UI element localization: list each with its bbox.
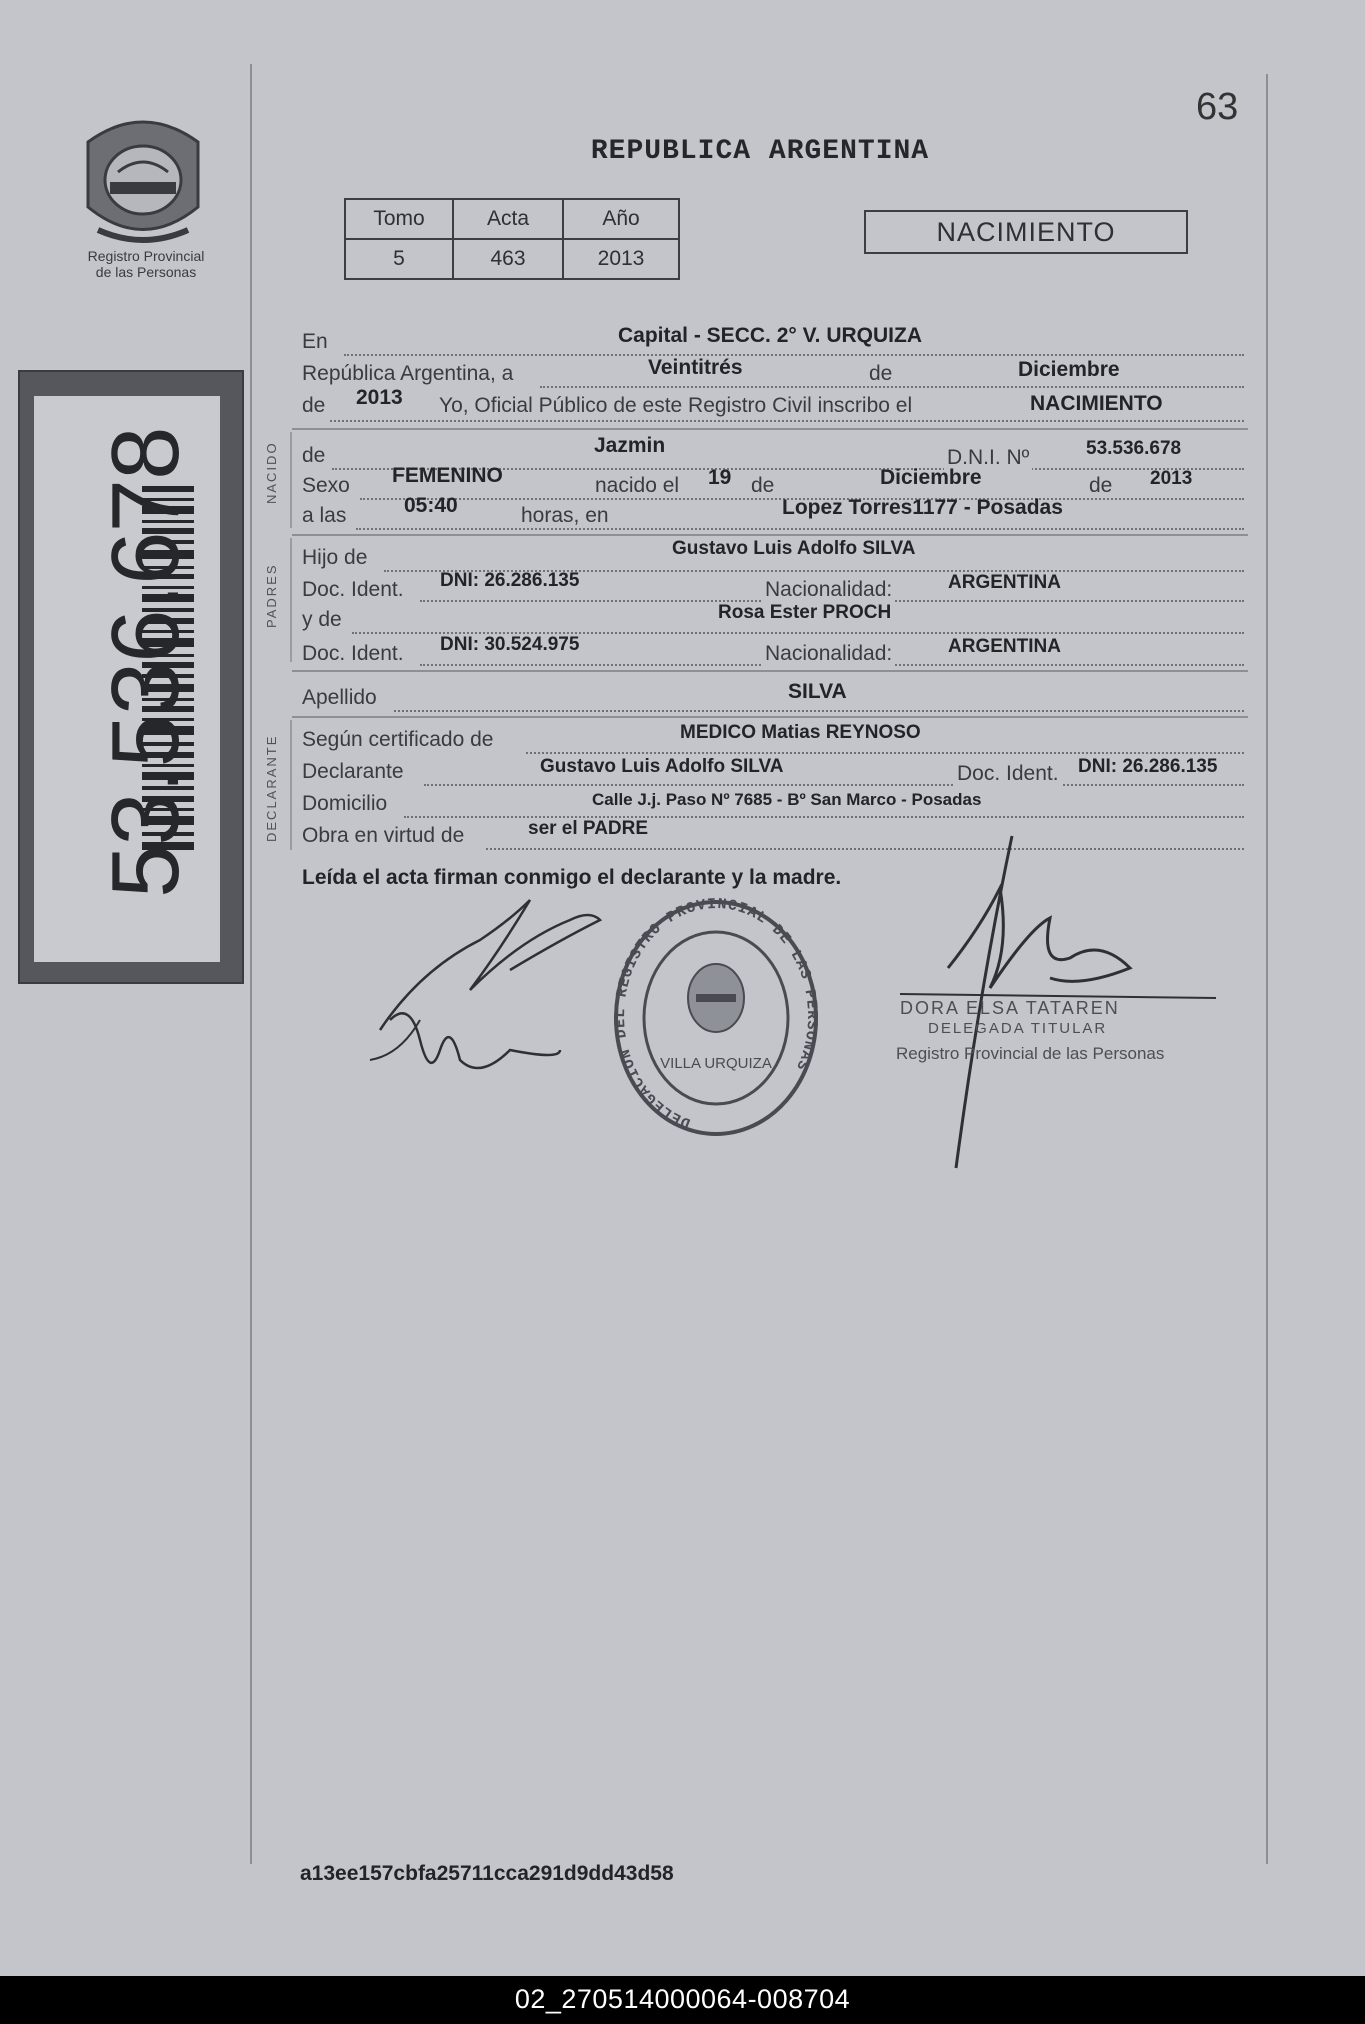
value-father-name: Gustavo Luis Adolfo SILVA [672,538,916,559]
ref-header-anio: Año [563,199,679,239]
label-certificado: Según certificado de [302,728,494,751]
registrar-office: Registro Provincial de las Personas [896,1044,1165,1063]
closing-statement: Leída el acta firman conmigo el declarante y la madre. [302,866,842,889]
reference-value-row [345,239,679,279]
right-margin-rule [1266,74,1268,1864]
declarant-signature [360,880,640,1100]
value-day-words: Veintitrés [648,356,743,379]
label-father-doc: Doc. Ident. [302,578,404,601]
side-label-nacido: NACIDO [264,441,279,504]
province-seal-logo [78,112,208,262]
value-year: 2013 [356,386,403,409]
record-type-box: NACIMIENTO [864,210,1188,254]
label-mother-doc: Doc. Ident. [302,642,404,665]
value-month: Diciembre [1018,358,1120,381]
stamp-emblem-icon [688,964,744,1032]
label-mother-nat: Nacionalidad: [762,642,895,666]
value-name: Jazmin [594,434,666,457]
label-apellido: Apellido [302,686,377,709]
label-obra: Obra en virtud de [302,824,465,847]
section-rule-nacido-top [292,428,1248,430]
value-birth-year: 2013 [1150,468,1193,489]
section-rule-declarante-top [292,716,1248,718]
barcode-bars [142,486,194,856]
label-en: En [302,330,328,353]
value-sexo: FEMENINO [392,464,503,487]
logo-caption-line-2: de las Personas [95,264,197,280]
label-republica: República Argentina, a [302,362,514,385]
ref-value-acta: 463 [453,239,563,279]
label-de-birth-year: de [1086,474,1115,498]
value-declarante: Gustavo Luis Adolfo SILVA [540,756,784,777]
value-birth-place: Lopez Torres1177 - Posadas [782,496,1063,519]
registry-stamp [610,898,822,1138]
value-domicilio: Calle J.j. Paso Nº 7685 - Bº San Marco - Posadas [592,790,982,809]
value-inscribo: NACIMIENTO [1030,392,1163,415]
logo-caption [66,248,226,280]
label-declarante: Declarante [302,760,404,783]
ref-header-tomo: Tomo [345,199,453,239]
value-declarante-doc: DNI: 26.286.135 [1078,756,1218,777]
label-dni: D.N.I. Nº [944,446,1032,470]
section-rule-apellido-top [292,670,1248,672]
label-de-name: de [302,444,326,467]
stamp-inner-text: VILLA URQUIZA [660,1055,772,1072]
label-declarante-doc: Doc. Ident. [954,762,1062,786]
value-birth-month: Diciembre [880,466,982,489]
label-a-las: a las [302,504,347,527]
value-certificado: MEDICO Matias REYNOSO [680,722,921,743]
value-apellido: SILVA [788,680,847,703]
label-y-de: y de [302,608,342,631]
side-label-declarante: DECLARANTE [264,734,279,842]
footer-id: 02_270514000064-008704 [514,1984,851,2014]
value-mother-nat: ARGENTINA [948,636,1061,657]
reference-header-row [345,199,679,239]
declarante-bar [290,720,292,850]
label-nacido-el: nacido el [592,474,682,498]
value-mother-doc: DNI: 30.524.975 [440,634,580,655]
logo-caption-line-1: Registro Provincial [87,248,205,264]
nacido-bar [290,432,292,528]
value-father-nat: ARGENTINA [948,572,1061,593]
value-en: Capital - SECC. 2° V. URQUIZA [618,324,923,347]
value-obra: ser el PADRE [528,818,649,839]
label-domicilio: Domicilio [302,792,388,815]
value-birth-time: 05:40 [404,494,458,517]
left-margin-rule [250,64,252,1864]
text-oficial: Yo, Oficial Público de este Registro Civil inscribo el [436,394,915,418]
padres-bar [290,538,292,662]
page-number: 63 [1196,86,1239,128]
value-father-doc: DNI: 26.286.135 [440,570,580,591]
label-de-month: de [866,362,895,386]
value-mother-name: Rosa Ester PROCH [718,602,892,623]
reference-table [344,198,680,280]
label-father-nat: Nacionalidad: [762,578,895,602]
section-rule-padres-top [292,534,1248,536]
label-hijo-de: Hijo de [302,546,368,569]
label-de-year: de [302,394,326,417]
stamp-ring-text: DELEGACION DEL REGISTRO PROVINCIAL DE LAS PERSONAS [611,898,821,1132]
document-title: REPUBLICA ARGENTINA [590,136,930,167]
registrar-name: DORA ELSA TATAREN [900,998,1120,1018]
registrar-role: DELEGADA TITULAR [928,1020,1108,1037]
side-label-padres: PADRES [264,563,279,628]
ref-value-anio: 2013 [563,239,679,279]
document-hash: a13ee157cbfa25711cca291d9dd43d58 [300,1862,674,1885]
value-dni: 53.536.678 [1086,438,1182,459]
label-de-birth-month: de [748,474,777,498]
ref-header-acta: Acta [453,199,563,239]
value-birth-day: 19 [708,466,732,489]
ref-value-tomo: 5 [345,239,453,279]
label-horas-en: horas, en [518,504,612,528]
label-sexo: Sexo [302,474,350,497]
